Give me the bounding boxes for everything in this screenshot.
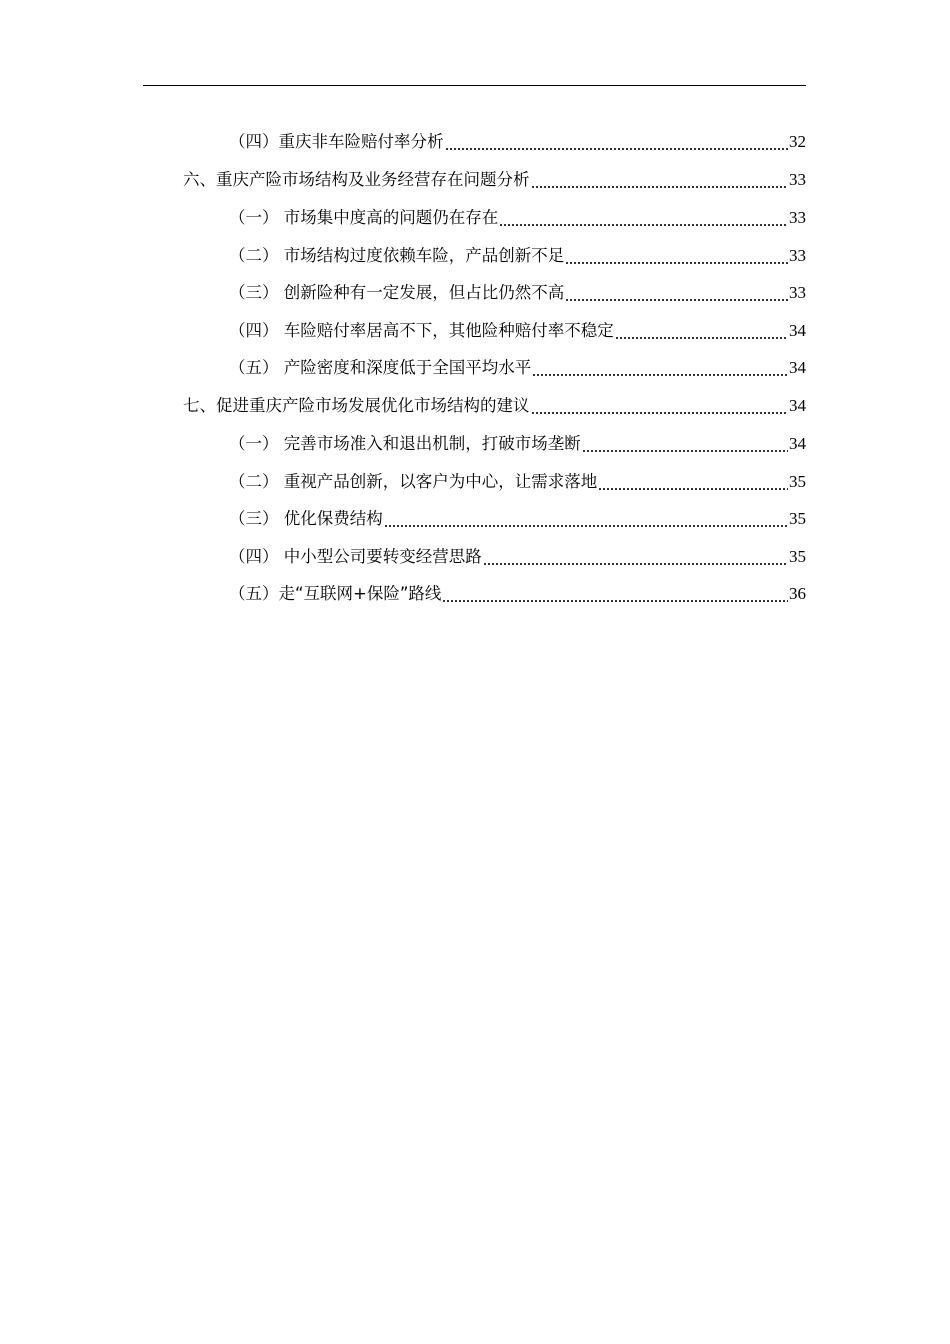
toc-entry-title: （三） 优化保费结构	[229, 509, 383, 528]
toc-page-number: 36	[789, 584, 806, 603]
toc-entry[interactable]	[229, 315, 806, 341]
toc-page-number: 34	[789, 358, 806, 377]
toc-entry[interactable]	[229, 240, 806, 266]
toc-dot-leader	[532, 358, 788, 378]
toc-page-number: 35	[789, 472, 806, 491]
toc-entry-title: （一） 完善市场准入和退出机制，打破市场垄断	[229, 434, 581, 453]
toc-page-number: 34	[789, 434, 806, 453]
toc-entry[interactable]	[229, 541, 806, 567]
toc-entry-title: （四） 中小型公司要转变经营思路	[229, 547, 482, 566]
toc-entry-title: （四）重庆非车险赔付率分析	[229, 132, 444, 151]
toc-entry[interactable]	[229, 202, 806, 228]
toc-entry[interactable]	[229, 578, 806, 604]
toc-dot-leader	[598, 472, 788, 492]
toc-page-number: 34	[789, 396, 806, 415]
toc-page-number: 33	[789, 170, 806, 189]
toc-dot-leader	[499, 208, 788, 228]
toc-entry-title: （四） 车险赔付率居高不下，其他险种赔付率不稳定	[229, 321, 614, 340]
toc-entry[interactable]	[229, 503, 806, 529]
toc-dot-leader	[531, 396, 789, 416]
toc-page-number: 35	[789, 547, 806, 566]
toc-entry-title: （一） 市场集中度高的问题仍在存在	[229, 208, 499, 227]
toc-entry-title: （三） 创新险种有一定发展，但占比仍然不高	[229, 283, 565, 302]
toc-page-number: 33	[789, 283, 806, 302]
toc-page-number: 34	[789, 321, 806, 340]
toc-dot-leader	[442, 584, 788, 604]
toc-entry[interactable]	[229, 277, 806, 303]
toc-page-number: 33	[789, 208, 806, 227]
toc-dot-leader	[445, 132, 789, 152]
toc-entry-title: （五） 产险密度和深度低于全国平均水平	[229, 358, 532, 377]
toc-dot-leader	[531, 170, 789, 190]
toc-entry[interactable]	[229, 126, 806, 152]
toc-entry-title: （五）走“互联网+保险”路线	[229, 584, 442, 603]
toc-dot-leader	[615, 321, 788, 341]
toc-dot-leader	[384, 509, 788, 529]
toc-page-number: 35	[789, 509, 806, 528]
toc-entry-title: （二） 重视产品创新，以客户为中心，让需求落地	[229, 472, 598, 491]
toc-dot-leader	[565, 246, 788, 266]
toc-entry[interactable]	[229, 352, 806, 378]
toc-entry-title: （二） 市场结构过度依赖车险，产品创新不足	[229, 246, 565, 265]
toc-entry[interactable]	[229, 466, 806, 492]
toc-entry-title: 六、重庆产险市场结构及业务经营存在问题分析	[183, 170, 530, 189]
toc-dot-leader	[483, 547, 788, 567]
toc-dot-leader	[582, 434, 788, 454]
toc-dot-leader	[565, 283, 788, 303]
toc-entry[interactable]	[183, 390, 806, 416]
toc-page-number: 33	[789, 246, 806, 265]
toc-entry-title: 七、促进重庆产险市场发展优化市场结构的建议	[183, 396, 530, 415]
toc-page-number: 32	[789, 132, 806, 151]
toc-entry[interactable]	[183, 164, 806, 190]
toc-entry[interactable]	[229, 428, 806, 454]
